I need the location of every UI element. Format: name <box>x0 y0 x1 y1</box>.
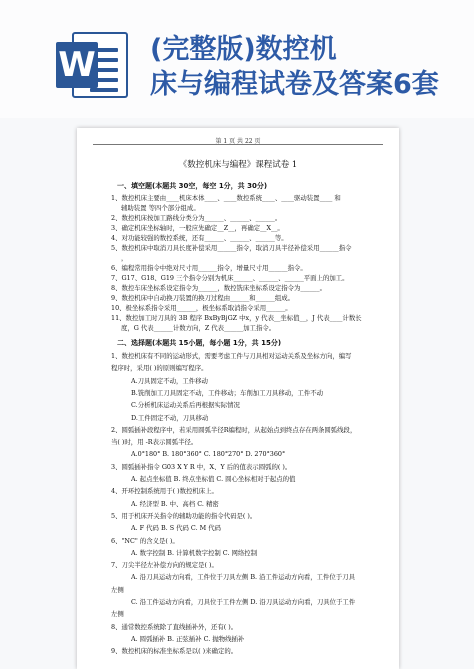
page-number: 第 1 页 共 22 页 <box>215 138 261 145</box>
question-line: 3、确定机床坐标轴时，一般应先确定__Z__，再确定__X__。 <box>111 224 284 232</box>
question-line: 6、编程常用指令中绝对尺寸用______指令，增量尺寸用______指令。 <box>111 264 307 272</box>
question-line: A. 圆弧插补 B. 正弦插补 C. 抛物线插补 <box>131 634 245 643</box>
question-line: D.工件固定不动，刀具移动 <box>131 413 209 422</box>
question-line: B.铣削加工刀具固定不动，工件移动；车削加工刀具移动，工件不动 <box>131 388 324 397</box>
question-line: A. F 代码 B. S 代码 C. M 代码 <box>131 524 222 533</box>
question-line: 6、"NC" 的含义是( )。 <box>111 536 179 545</box>
question-line: A. 经济型 B. 中、高档 C. 精密 <box>131 499 219 508</box>
question-line: 度，G 代表______计数方向，Z 代表______加工指令。 <box>121 324 276 332</box>
header-rule <box>93 144 383 145</box>
question-line: 8、数控车床坐标系设定指令为______，数控铣床坐标系设定指令为______。 <box>111 284 326 292</box>
question-line: 当( )时，用 -R表示圆弧半径。 <box>111 438 198 447</box>
question-line: 10、极坐标系指令采用______，极坐标系取消指令采用______。 <box>111 304 292 312</box>
question-line: 4、开环控制系统用于( )数控机床上。 <box>111 487 218 496</box>
question-line: 1、数控机床有不同的运动形式，需要考虑工件与刀具相对运动关系及坐标方向，编写 <box>111 352 352 360</box>
question-line: 辅助装置 等四个部分组成。 <box>121 204 200 212</box>
word-icon-letter: W <box>56 42 98 88</box>
question-line: 4、对功能较强的数控系统，还有______、______、______等。 <box>111 234 288 242</box>
document-title: 《数控机床与编程》课程试卷 1 <box>178 160 298 170</box>
section-2-heading: 二、选择题(本题共 15小题，每小题 1分，共 15分) <box>117 339 282 347</box>
question-line: 2、圆弧插补段程序中，若采用圆弧半径R编程时，从起始点到终点存在两条圆弧线段， <box>111 425 357 434</box>
question-line: 8、通常数控系统除了直线插补外，还有( )。 <box>111 622 238 631</box>
question-line: 7、刀尖半径左补偿方向的规定是( )。 <box>111 561 218 570</box>
question-line: 左侧 <box>111 610 124 619</box>
question-line: 5、数控机床中取消刀具长度补偿采用______指令，取消刀具半径补偿采用______指令 <box>111 244 352 252</box>
question-line: A. 沿刀具运动方向看，工件位于刀具左侧 B. 沿工件运动方向看，工件位于刀具 <box>131 573 355 582</box>
question-line: 左侧 <box>111 585 124 594</box>
question-line: 3、圆弧插补指令 G03 X Y R 中，X、Y 后的值表示圆弧的( )。 <box>111 462 292 471</box>
question-line: A. 数字控制 B. 计算机数字控制 C. 网络控制 <box>131 548 258 557</box>
question-line: 程序时，采用( )的原则编写程序。 <box>111 364 208 373</box>
banner-title-line-1: (完整版)数控机 <box>150 34 337 65</box>
question-line: 11、数控加工时刀具的 3B 程序 BxByBjGZ 中x，y 代表__坐标值__，J 代表____计数长 <box>111 314 362 322</box>
question-line: 9、数控机床中自动换刀装置的换刀过程由______和______组成。 <box>111 294 295 302</box>
question-line: A.刀具固定不动，工件移动 <box>131 376 208 385</box>
question-line: A. 起点坐标值 B. 终点坐标值 C. 圆心坐标相对于起点的值 <box>131 475 296 483</box>
word-document-icon <box>56 28 128 102</box>
question-line: 2、数控机床按加工路线分类分为______、______、______。 <box>111 214 282 222</box>
section-1-heading: 一、填空题(本题共 30空，每空 1分，共 30分) <box>117 182 268 190</box>
question-line: C. 沿工件运动方向看，刀具位于工件左侧 D. 沿刀具运动方向看，刀具位于工件 <box>131 598 356 606</box>
question-line: 9、数控机床的标准坐标系是以( )来确定的。 <box>111 647 238 656</box>
question-line: A.0°180° B. 180°360° C. 180°270° D. 270°360° <box>131 450 286 459</box>
question-line: 7、G17、G18、G19 三个指令分别为机床______、______、______平面上的加工。 <box>111 274 349 282</box>
question-line: 5、用于机床开关指令的辅助功能的指令代码是( )。 <box>111 511 257 520</box>
banner-title-line-2: 床与编程试卷及答案6套 <box>150 69 439 100</box>
question-line: ， <box>121 254 128 262</box>
document-banner <box>0 0 474 118</box>
document-page <box>77 128 399 669</box>
question-line: C.分析机床运动关系后再根据实际情况 <box>131 401 240 410</box>
question-line: 1、数控机床主要由____机床本体____、____数控系统____、____驱动装置____ 和 <box>111 194 341 202</box>
